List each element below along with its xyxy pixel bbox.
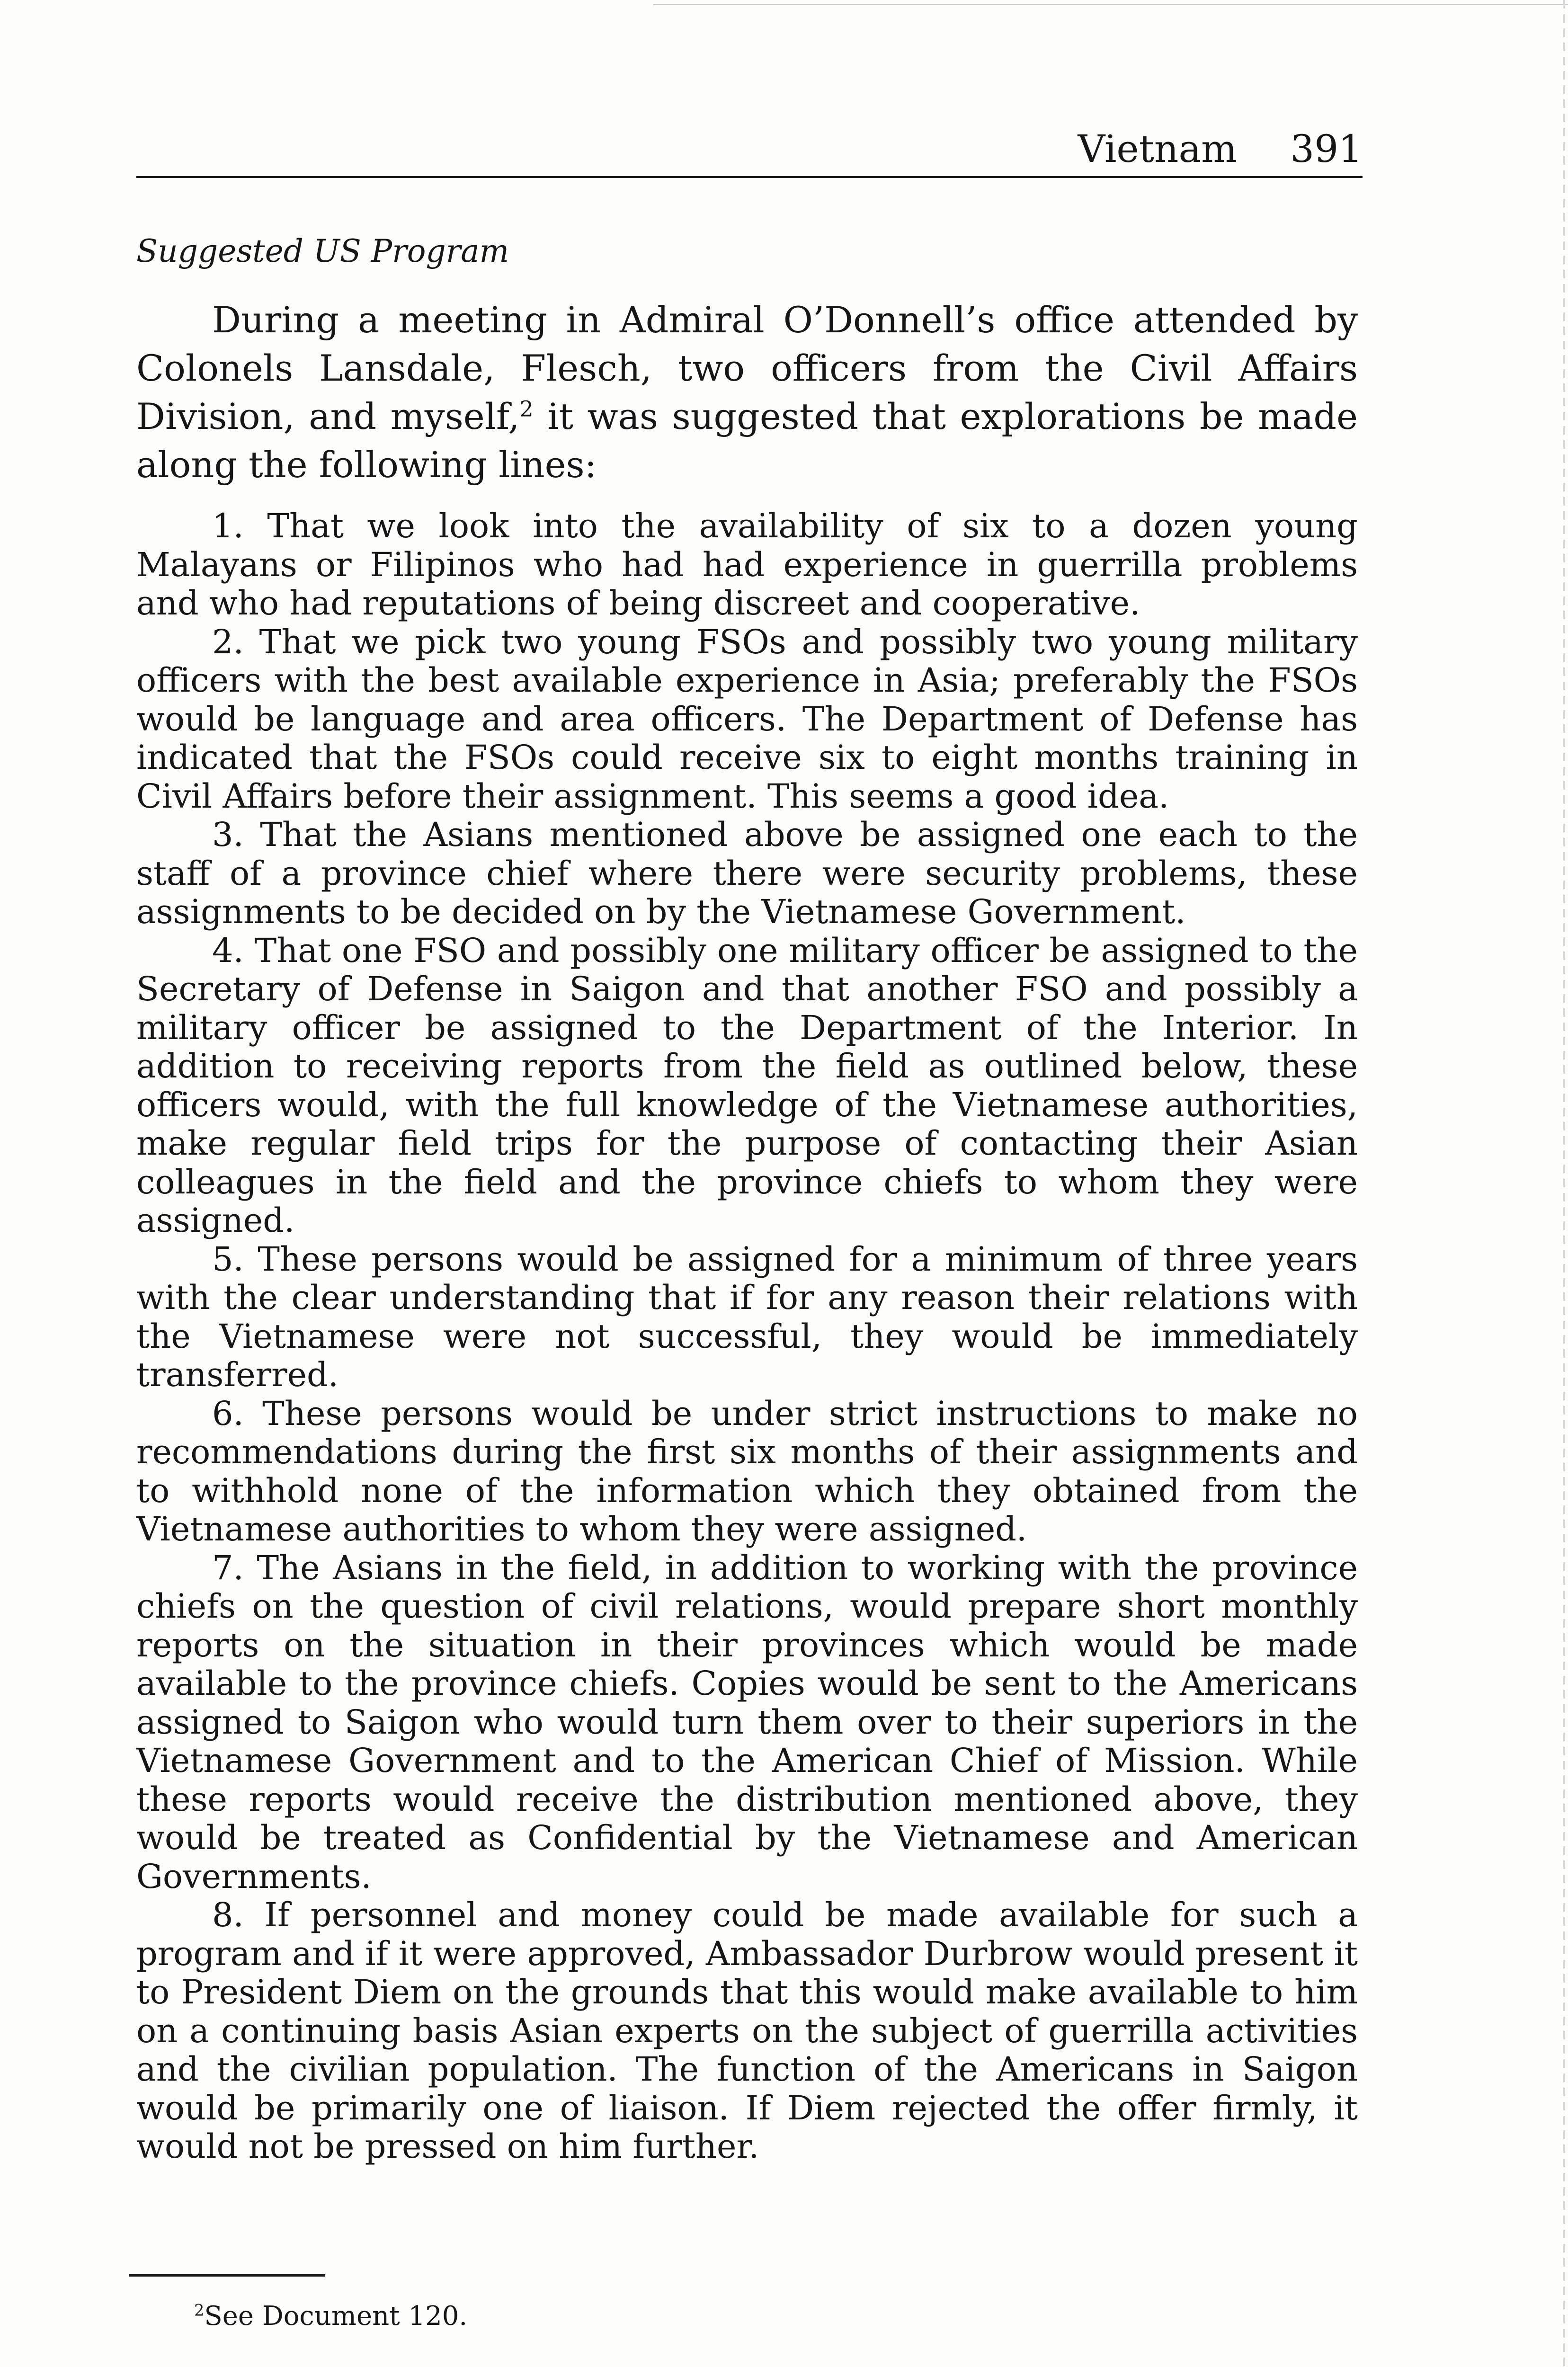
footnote-text: See Document 120. (204, 2301, 468, 2331)
program-item-4: 4. That one FSO and possibly one military officer be assigned to the Secretary of Defense in Saigon and that another FSO and possibly a military officer be assigned to the Department of the Interior. In addition to receiving reports from the field as outlined below, these officers would, with the full knowledge of the Vietnamese authorities, make regular field trips for the purpose of contacting their Asian colleagues in the field and the province chiefs to whom they were assigned. (136, 931, 1358, 1240)
body-text (136, 296, 1358, 2166)
scan-top-border (653, 4, 1568, 5)
intro-paragraph (136, 296, 1358, 489)
page-number: 391 (1290, 127, 1363, 171)
footnote (194, 2300, 467, 2333)
intro-text-before-note: During a meeting in Admiral O’Donnell’s office attended by Colonels Lansdale, Flesch, two officers from the Civil Affairs Division, and myself, (136, 299, 1358, 437)
running-header (136, 124, 1363, 178)
intro-text-after-note: it was suggested that explorations be made along the following lines: (136, 395, 1358, 486)
program-item-3: 3. That the Asians mentioned above be assigned one each to the staff of a province chief where there were security problems, these assignments to be decided on by the Vietnamese Government. (136, 815, 1358, 931)
footnote-rule (129, 2274, 325, 2277)
program-item-6: 6. These persons would be under strict instructions to make no recommendations during the first six months of their assignments and to withhold none of the information which they obtained from the Vietnamese authorities to whom they were assigned. (136, 1394, 1358, 1548)
program-item-5: 5. These persons would be assigned for a minimum of three years with the clear understanding that if for any reason their relations with the Vietnamese were not successful, they would be immediately transferred. (136, 1239, 1358, 1394)
program-item-list (136, 507, 1358, 2166)
program-item-7: 7. The Asians in the field, in addition to working with the province chiefs on the question of civil relations, would prepare short monthly reports on the situation in their provinces which would be made available to the province chiefs. Copies would be sent to the Americans assigned to Saigon who would turn them over to their superiors in the Vietnamese Government and to the American Chief of Mission. While these reports would receive the distribution mentioned above, they would be treated as Confidential by the Vietnamese and American Governments. (136, 1548, 1358, 1896)
footnote-reference: 2 (519, 396, 534, 422)
footnote-marker: 2 (194, 2301, 205, 2320)
scan-right-edge (1563, 0, 1565, 2367)
program-item-1: 1. That we look into the availability of six to a dozen young Malayans or Filipinos who had had experience in guerrilla problems and who had reputations of being discreet and cooperative. (136, 507, 1358, 623)
section-title: Suggested US Program (136, 233, 509, 269)
program-item-2: 2. That we pick two young FSOs and possibly two young military officers with the best available experience in Asia; preferably the FSOs would be language and area officers. The Department of Defense has indicated that the FSOs could receive six to eight months training in Civil Affairs before their assignment. This seems a good idea. (136, 622, 1358, 816)
running-title: Vietnam (1078, 127, 1237, 171)
program-item-8: 8. If personnel and money could be made available for such a program and if it were approved, Ambassador Durbrow would present it to President Diem on the grounds that this would make available to him on a continuing basis Asian experts on the subject of guerrilla activities and the civilian population. The function of the Americans in Saigon would be primarily one of liaison. If Diem rejected the offer firmly, it would not be pressed on him further. (136, 1895, 1358, 2166)
